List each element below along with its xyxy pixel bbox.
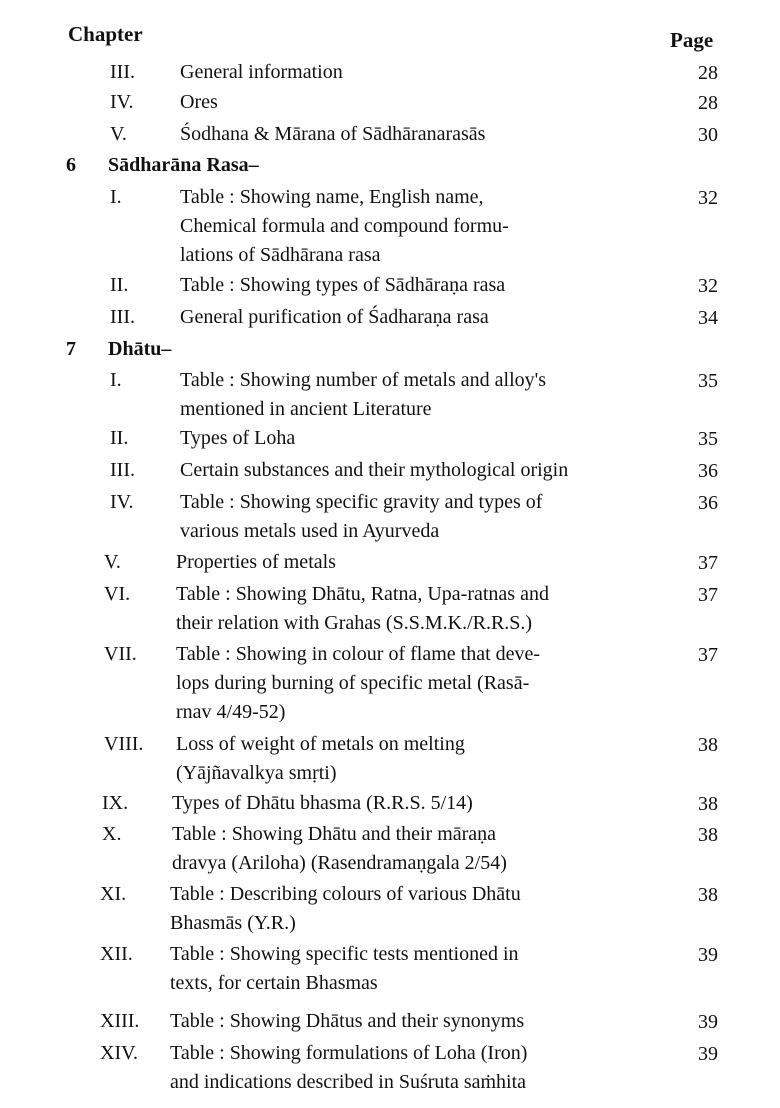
entry-number: VII. <box>104 643 137 665</box>
entry-title-line: Bhasmās (Y.R.) <box>170 912 296 934</box>
entry-title-line: lations of Sādhārana rasa <box>180 244 381 266</box>
page-number: 28 <box>698 92 718 114</box>
chapter-title: Dhātu– <box>108 338 172 360</box>
entry-number: X. <box>102 823 122 845</box>
page-number: 35 <box>698 428 718 450</box>
page-header: Page <box>670 28 714 52</box>
entry-title-line: and indications described in Suśruta saṁhita <box>170 1071 527 1093</box>
entry-number: V. <box>104 551 121 573</box>
entry-title-line: General purification of Śadharaṇa rasa <box>180 306 489 328</box>
entry-title-line: their relation with Grahas (S.S.M.K./R.R.S.) <box>176 612 533 634</box>
entry-number: XIII. <box>100 1010 140 1032</box>
entry-title-line: lops during burning of specific metal (Rasā- <box>176 672 530 694</box>
entry-title-line: Table : Showing in colour of flame that deve- <box>176 643 541 665</box>
entry-number: IV. <box>110 91 134 113</box>
page-number: 39 <box>698 1011 718 1033</box>
entry-title-line: Table : Showing formulations of Loha (Iron) <box>170 1042 528 1064</box>
entry-number: I. <box>110 369 122 391</box>
entry-title-line: Table : Showing Dhātu and their māraṇa <box>172 823 497 845</box>
entry-title-line: General information <box>180 61 343 83</box>
entry-title-line: Table : Showing types of Sādhāraṇa rasa <box>180 274 506 296</box>
page-number: 28 <box>698 62 718 84</box>
entry-number: III. <box>110 306 135 328</box>
entry-title-line: Table : Describing colours of various Dhātu <box>170 883 521 905</box>
entry-number: V. <box>110 123 127 145</box>
entry-number: III. <box>110 459 135 481</box>
entry-number: IX. <box>102 792 129 814</box>
entry-title-line: (Yājñavalkya smṛti) <box>176 762 337 784</box>
entry-number: I. <box>110 186 122 208</box>
page-number: 37 <box>698 552 718 574</box>
entry-title-line: texts, for certain Bhasmas <box>170 972 378 994</box>
entry-number: II. <box>110 427 129 449</box>
page-number: 38 <box>698 884 718 906</box>
entry-title-line: Types of Dhātu bhasma (R.R.S. 5/14) <box>172 792 473 814</box>
entry-title-line: various metals used in Ayurveda <box>180 520 440 542</box>
entry-title-line: Table : Showing Dhātus and their synonyms <box>170 1010 525 1032</box>
page-number: 35 <box>698 370 718 392</box>
entry-title-line: mentioned in ancient Literature <box>180 398 432 420</box>
entry-title-line: Table : Showing name, English name, <box>180 186 484 208</box>
entry-number: III. <box>110 61 135 83</box>
chapter-header: Chapter <box>68 22 143 46</box>
entry-title-line: Table : Showing specific tests mentioned in <box>170 943 519 965</box>
entry-title-line: Śodhana & Mārana of Sādhāranarasās <box>180 123 486 145</box>
chapter-number: 7 <box>66 338 76 360</box>
page-number: 37 <box>698 644 718 666</box>
entry-title-line: Properties of metals <box>176 551 336 573</box>
chapter-title: Sādharāna Rasa– <box>108 154 259 176</box>
page-number: 37 <box>698 584 718 606</box>
entry-number: VI. <box>104 583 131 605</box>
page-number: 39 <box>698 944 718 966</box>
entry-number: XI. <box>100 883 127 905</box>
page-number: 38 <box>698 793 718 815</box>
entry-number: IV. <box>110 491 134 513</box>
entry-title-line: Table : Showing number of metals and alloy's <box>180 369 547 391</box>
entry-number: XIV. <box>100 1042 138 1064</box>
entry-title-line: dravya (Ariloha) (Rasendramaṇgala 2/54) <box>172 852 507 874</box>
page-number: 36 <box>698 492 718 514</box>
entry-title-line: Chemical formula and compound formu- <box>180 215 509 237</box>
page-number: 38 <box>698 734 718 756</box>
entry-number: VIII. <box>104 733 144 755</box>
page-number: 30 <box>698 124 718 146</box>
entry-title-line: rnav 4/49-52) <box>176 701 286 723</box>
chapter-number: 6 <box>66 154 76 176</box>
page-number: 32 <box>698 187 718 209</box>
page-number: 38 <box>698 824 718 846</box>
entry-title-line: Table : Showing specific gravity and types of <box>180 491 543 513</box>
page-number: 36 <box>698 460 718 482</box>
entry-title-line: Ores <box>180 91 218 113</box>
page-number: 34 <box>698 307 718 329</box>
page-number: 32 <box>698 275 718 297</box>
page-number: 39 <box>698 1043 718 1065</box>
entry-title-line: Table : Showing Dhātu, Ratna, Upa-ratnas and <box>176 583 549 605</box>
entry-number: XII. <box>100 943 133 965</box>
entry-number: II. <box>110 274 129 296</box>
entry-title-line: Types of Loha <box>180 427 296 449</box>
entry-title-line: Certain substances and their mythological origin <box>180 459 569 481</box>
entry-title-line: Loss of weight of metals on melting <box>176 733 465 755</box>
